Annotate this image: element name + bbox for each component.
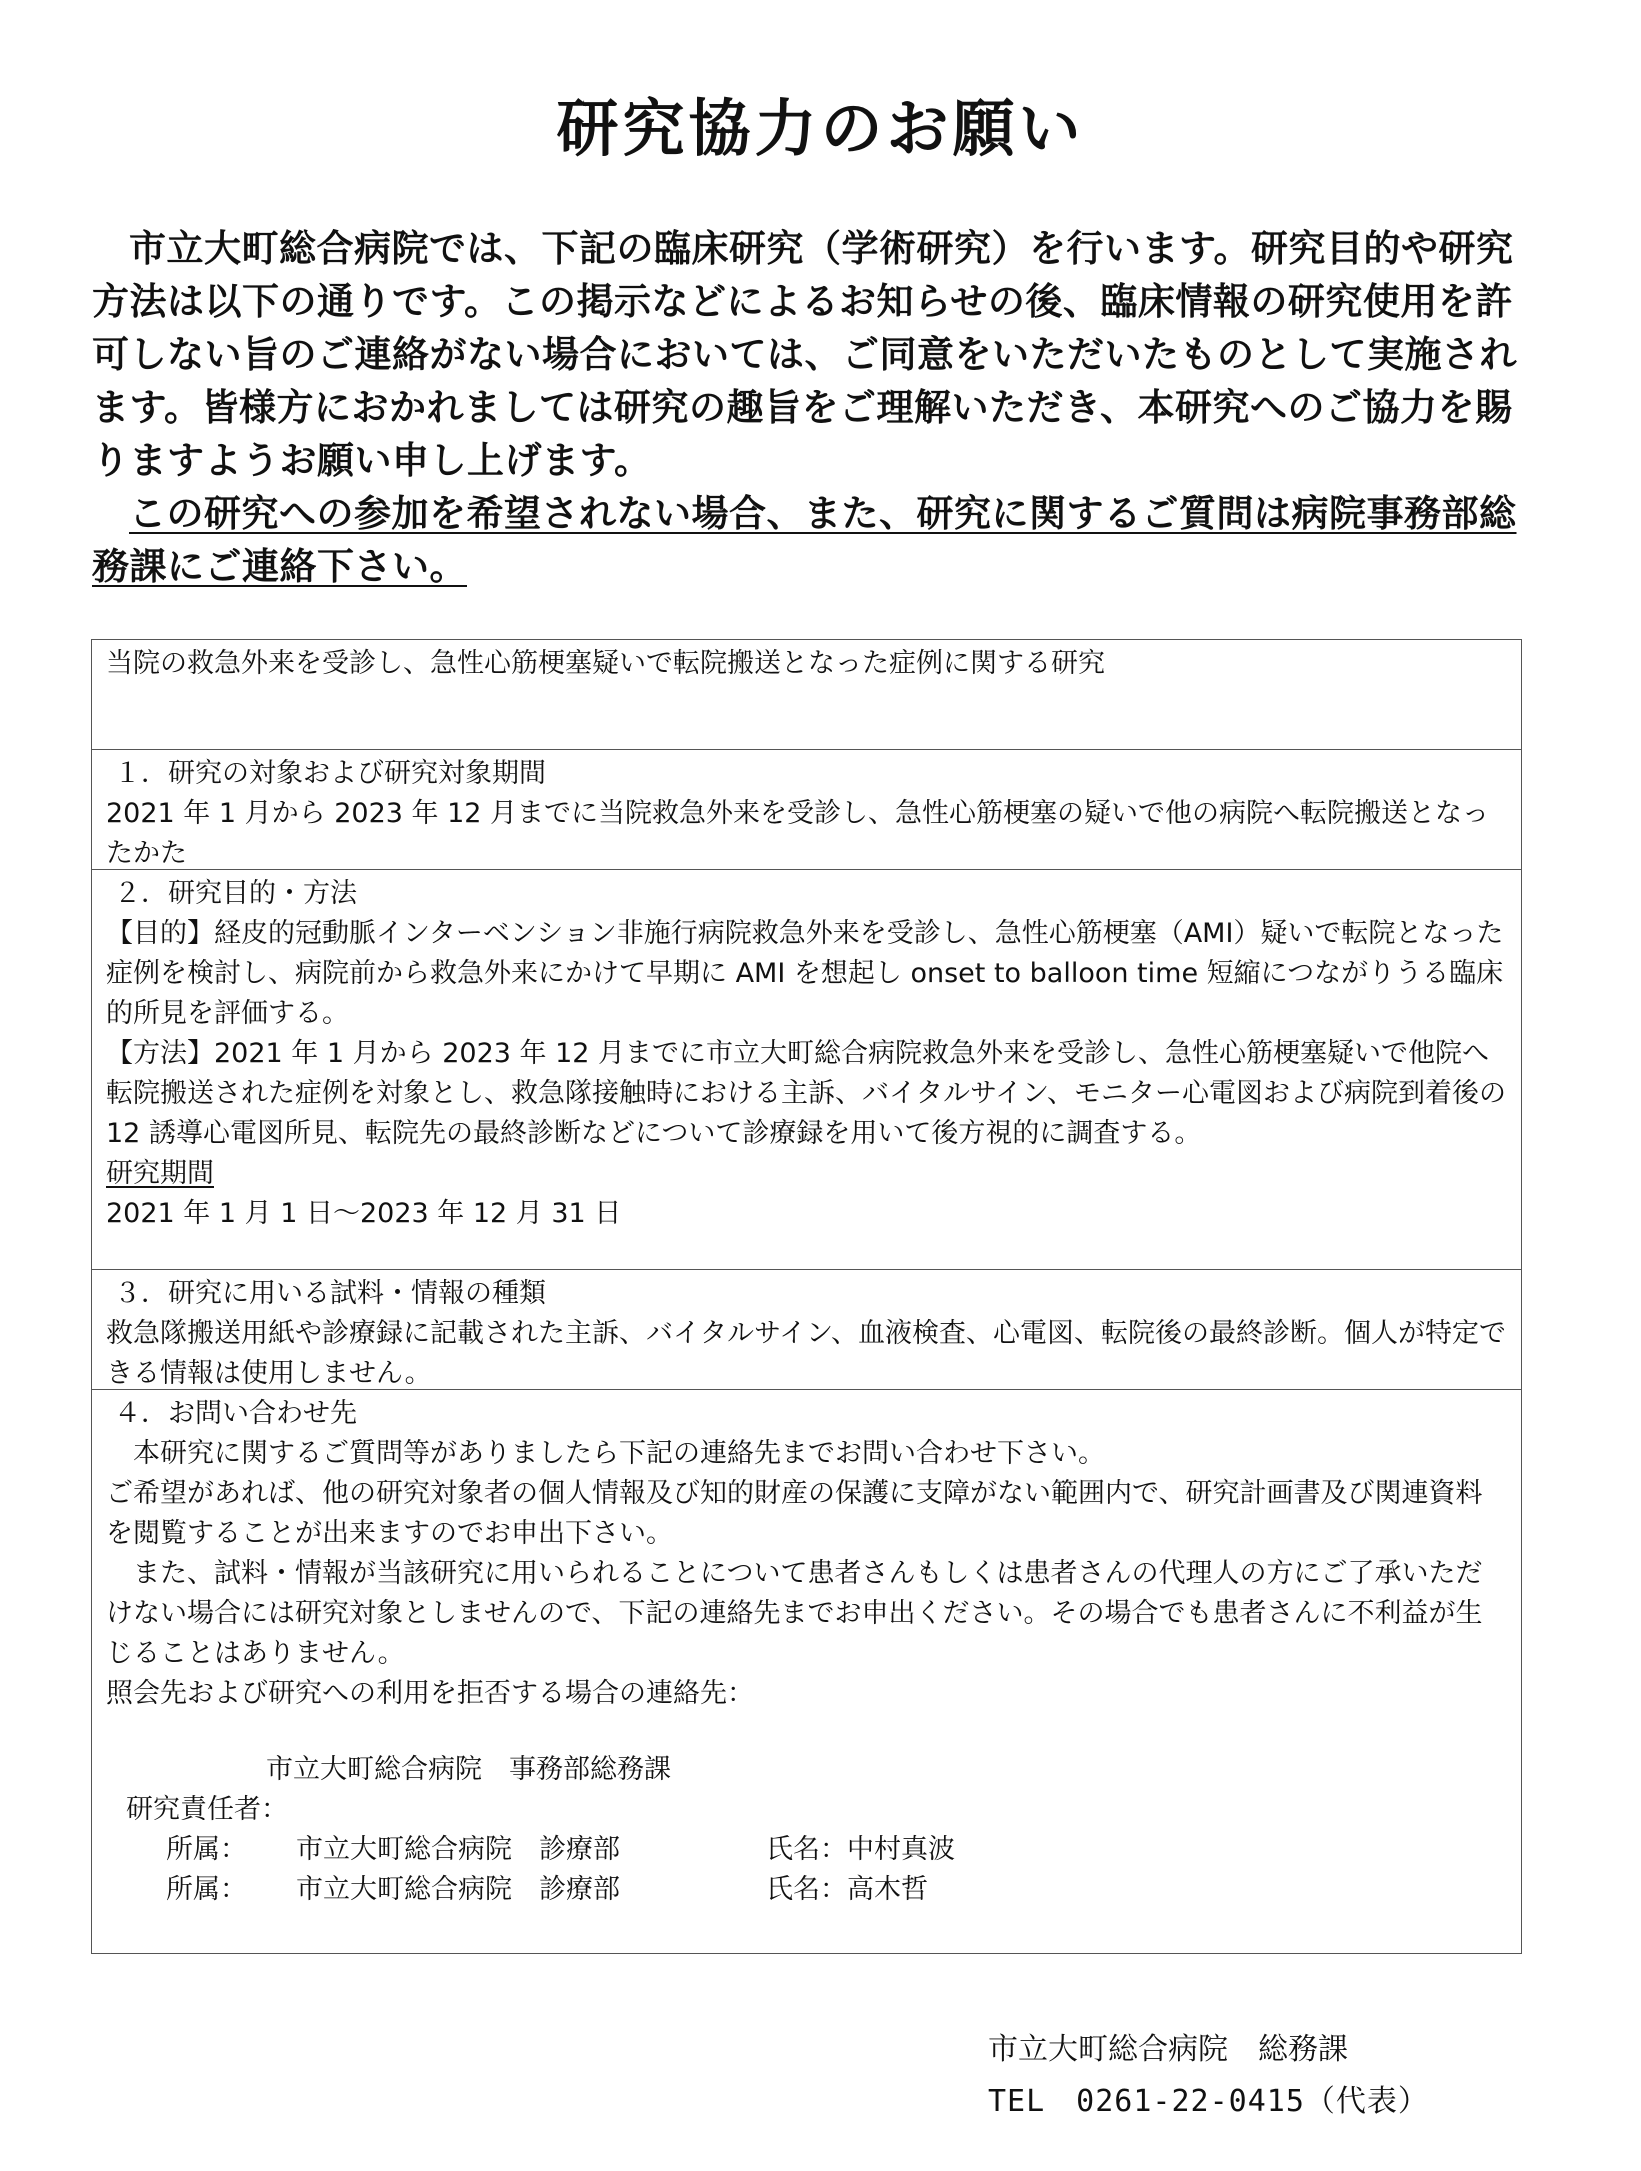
- study-info-table: [91, 639, 1522, 1954]
- section-2-method: 【方法】2021 年 1 月から 2023 年 12 月までに市立大町総合病院救急外来を受診し、急性心筋梗塞疑いで他院へ転院搬送された症例を対象とし、救急隊接触時における主訴、バイタルサイン、モニター心電図および病院到着後の 12 誘導心電図所見、転院先の最終診断などについて診療録を用いて後方視的に調査する。: [106, 1038, 1506, 1149]
- section-3-heading: ３．研究に用いる試料・情報の種類: [114, 1278, 546, 1309]
- section-1-body: 2021 年 1 月から 2023 年 12 月までに当院救急外来を受診し、急性心筋梗塞の疑いで他の病院へ転院搬送となったかた: [106, 798, 1490, 869]
- researcher-name: 氏名：高木哲: [766, 1874, 928, 1905]
- section-2-period-label: 研究期間: [106, 1158, 214, 1189]
- section-4-row: [92, 1390, 1521, 1953]
- study-title: 当院の救急外来を受診し、急性心筋梗塞疑いで転院搬送となった症例に関する研究: [106, 648, 1105, 679]
- affiliation: 市立大町総合病院 診療部: [296, 1834, 620, 1865]
- footer-telephone: TEL 0261-22-0415（代表）: [988, 2084, 1429, 2119]
- section-2-period: 2021 年 1 月 1 日～2023 年 12 月 31 日: [106, 1198, 622, 1229]
- responsible-line: [106, 1830, 1507, 1870]
- section-3-body: 救急隊搬送用紙や診療録に記載された主訴、バイタルサイン、血液検査、心電図、転院後の最終診断。個人が特定できる情報は使用しません。: [106, 1318, 1506, 1389]
- footer-organization: 市立大町総合病院 総務課: [988, 2032, 1348, 2067]
- study-title-row: [92, 640, 1521, 750]
- intro-underlined-notice: この研究への参加を希望されない場合、また、研究に関するご質問は病院事務部総務課にご連絡下さい。: [92, 492, 1517, 588]
- affiliation-label: 所属：: [166, 1834, 247, 1865]
- contact-organization: 市立大町総合病院 事務部総務課: [266, 1754, 671, 1785]
- responsible-label: 研究責任者：: [126, 1794, 288, 1825]
- section-2-heading: ２．研究目的・方法: [114, 878, 357, 909]
- section-2-row: [92, 870, 1521, 1270]
- intro-paragraph: 市立大町総合病院では、下記の臨床研究（学術研究）を行います。研究目的や研究方法は以下の通りです。この掲示などによるお知らせの後、臨床情報の研究使用を許可しない旨のご連絡がない場合においては、ご同意をいただいたものとして実施されます。皆様方におかれましては研究の趣旨をご理解いただき、本研究へのご協力を賜りますようお願い申し上げます。: [92, 227, 1517, 482]
- affiliation-label: 所属：: [166, 1874, 247, 1905]
- section-4-p3: また、試料・情報が当該研究に用いられることについて患者さんもしくは患者さんの代理人の方にご了承いただけない場合には研究対象としませんので、下記の連絡先までお申出ください。その場合でも患者さんに不利益が生じることはありません。: [106, 1558, 1483, 1669]
- section-1-heading: １．研究の対象および研究対象期間: [114, 758, 546, 789]
- section-3-row: [92, 1270, 1521, 1390]
- contact-label: 照会先および研究への利用を拒否する場合の連絡先：: [106, 1678, 754, 1709]
- section-4-p2: ご希望があれば、他の研究対象者の個人情報及び知的財産の保護に支障がない範囲内で、研究計画書及び関連資料を閲覧することが出来ますのでお申出下さい。: [106, 1478, 1483, 1549]
- section-2-purpose: 【目的】経皮的冠動脈インターベンション非施行病院救急外来を受診し、急性心筋梗塞（AMI）疑いで転院となった症例を検討し、病院前から救急外来にかけて早期に AMI を想起し onset to balloon time 短縮につながりうる臨床的所見を評価する。: [106, 918, 1504, 1029]
- affiliation: 市立大町総合病院 診療部: [296, 1874, 620, 1905]
- section-1-row: [92, 750, 1521, 870]
- section-4-heading: ４．お問い合わせ先: [114, 1398, 357, 1429]
- researcher-name: 氏名：中村真波: [766, 1834, 955, 1865]
- responsible-line: [106, 1870, 1507, 1910]
- footer-contact: [988, 2024, 1429, 2128]
- intro-section: [92, 222, 1544, 593]
- section-4-p1: 本研究に関するご質問等がありましたら下記の連絡先までお問い合わせ下さい。: [133, 1438, 1105, 1469]
- page-title: 研究協力のお願い: [556, 92, 1085, 165]
